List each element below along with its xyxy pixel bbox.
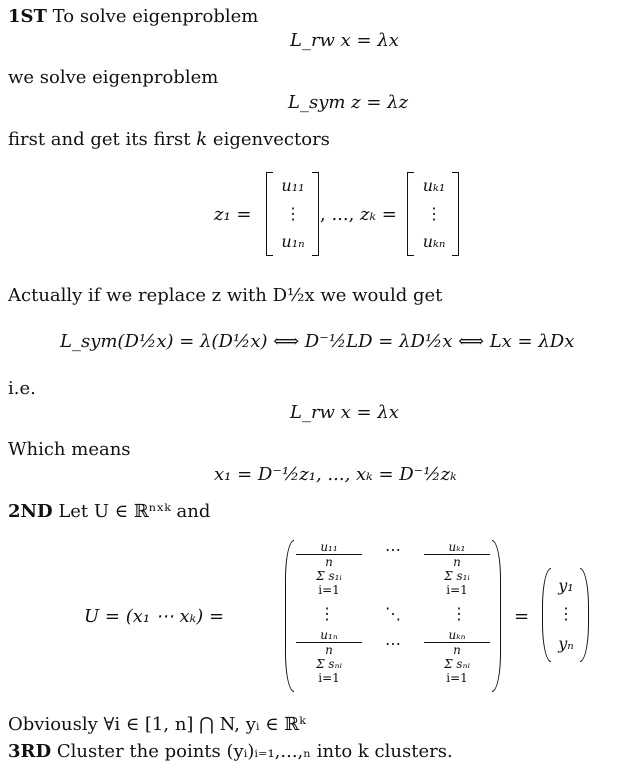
u-hdots: ⋯ bbox=[385, 540, 401, 559]
step-2-label: 2ND bbox=[8, 501, 53, 522]
equation-1: L_rw x = λx bbox=[290, 30, 399, 51]
u-den: Σ s₁ᵢ bbox=[444, 569, 470, 583]
step-1-text: To solve eigenproblem bbox=[52, 6, 259, 27]
y-entry: y₁ bbox=[558, 576, 574, 595]
z-separator: , ..., bbox=[320, 204, 355, 225]
text-6: Which means bbox=[8, 439, 131, 460]
u-den: Σ s₁ᵢ bbox=[316, 569, 342, 583]
text-4: Actually if we replace z with D½x we would get bbox=[8, 285, 443, 306]
y-right-paren bbox=[580, 568, 589, 662]
step-2-line bbox=[8, 501, 210, 523]
text-2: we solve eigenproblem bbox=[8, 67, 219, 88]
step-3-label: 3RD bbox=[8, 741, 52, 762]
step-3-line bbox=[8, 741, 453, 763]
step-1-line bbox=[8, 6, 258, 28]
u-lhs: U = (x₁ ⋯ xₖ) = bbox=[84, 606, 225, 627]
u-vdots: ⋮ bbox=[319, 604, 335, 623]
u-den: Σ sₙᵢ bbox=[444, 657, 470, 671]
u-sum-lower: i=1 bbox=[446, 583, 468, 597]
u-num: u₁₁ bbox=[296, 540, 362, 555]
text-5: i.e. bbox=[8, 378, 36, 399]
u-den: Σ sₙᵢ bbox=[316, 657, 342, 671]
u-sum-lower: i=1 bbox=[318, 583, 340, 597]
u-num: uₖ₁ bbox=[424, 540, 490, 555]
u-num: uₖₙ bbox=[424, 628, 490, 643]
u-left-paren bbox=[285, 540, 294, 692]
u-frac-bot-right bbox=[424, 628, 490, 685]
u-vdots: ⋮ bbox=[451, 604, 467, 623]
equation-6: x₁ = D⁻½z₁, ..., xₖ = D⁻½zₖ bbox=[214, 464, 457, 485]
text-3-a: first and get its first bbox=[8, 129, 191, 150]
zk-right-bracket bbox=[452, 172, 459, 256]
z1-entry: ⋮ bbox=[285, 204, 301, 223]
y-entry: yₙ bbox=[558, 634, 574, 653]
u-frac-top-left bbox=[296, 540, 362, 597]
step-3-text: Cluster the points (yᵢ)ᵢ₌₁,...,ₙ into k clusters. bbox=[56, 741, 453, 762]
zk-entry: uₖₙ bbox=[422, 232, 446, 251]
text-3-k: k bbox=[196, 129, 208, 150]
u-frac-top-right bbox=[424, 540, 490, 597]
u-sum-upper: n bbox=[453, 555, 461, 569]
zk-label: zₖ = bbox=[360, 204, 397, 225]
text-7: Obviously ∀i ∈ [1, n] ⋂ N, yᵢ ∈ ℝᵏ bbox=[8, 714, 306, 735]
u-sum-upper: n bbox=[325, 555, 333, 569]
u-right-paren bbox=[492, 540, 501, 692]
u-equals: = bbox=[514, 606, 530, 627]
u-num: u₁ₙ bbox=[296, 628, 362, 643]
u-frac-bot-left bbox=[296, 628, 362, 685]
step-1-label: 1ST bbox=[8, 6, 47, 27]
text-3 bbox=[8, 129, 330, 151]
equation-4: L_sym(D½x) = λ(D½x) ⟺ D⁻½LD = λD½x ⟺ Lx = λDx bbox=[60, 331, 575, 352]
u-sum-lower: i=1 bbox=[446, 671, 468, 685]
u-sum-lower: i=1 bbox=[318, 671, 340, 685]
z1-label: z₁ = bbox=[214, 204, 252, 225]
zk-entry: ⋮ bbox=[426, 204, 442, 223]
u-sum-upper: n bbox=[453, 643, 461, 657]
z1-right-bracket bbox=[312, 172, 319, 256]
step-2-text: Let U ∈ ℝⁿˣᵏ and bbox=[58, 501, 211, 522]
zk-entry: uₖ₁ bbox=[422, 176, 446, 195]
z1-entry: u₁₁ bbox=[281, 176, 305, 195]
u-hdots: ⋯ bbox=[385, 634, 401, 653]
u-ddots: ⋱ bbox=[385, 604, 401, 623]
equation-5: L_rw x = λx bbox=[290, 402, 399, 423]
equation-2: L_sym z = λz bbox=[288, 92, 409, 113]
y-entry: ⋮ bbox=[558, 604, 574, 623]
u-sum-upper: n bbox=[325, 643, 333, 657]
text-3-b: eigenvectors bbox=[212, 129, 330, 150]
z1-entry: u₁ₙ bbox=[281, 232, 305, 251]
